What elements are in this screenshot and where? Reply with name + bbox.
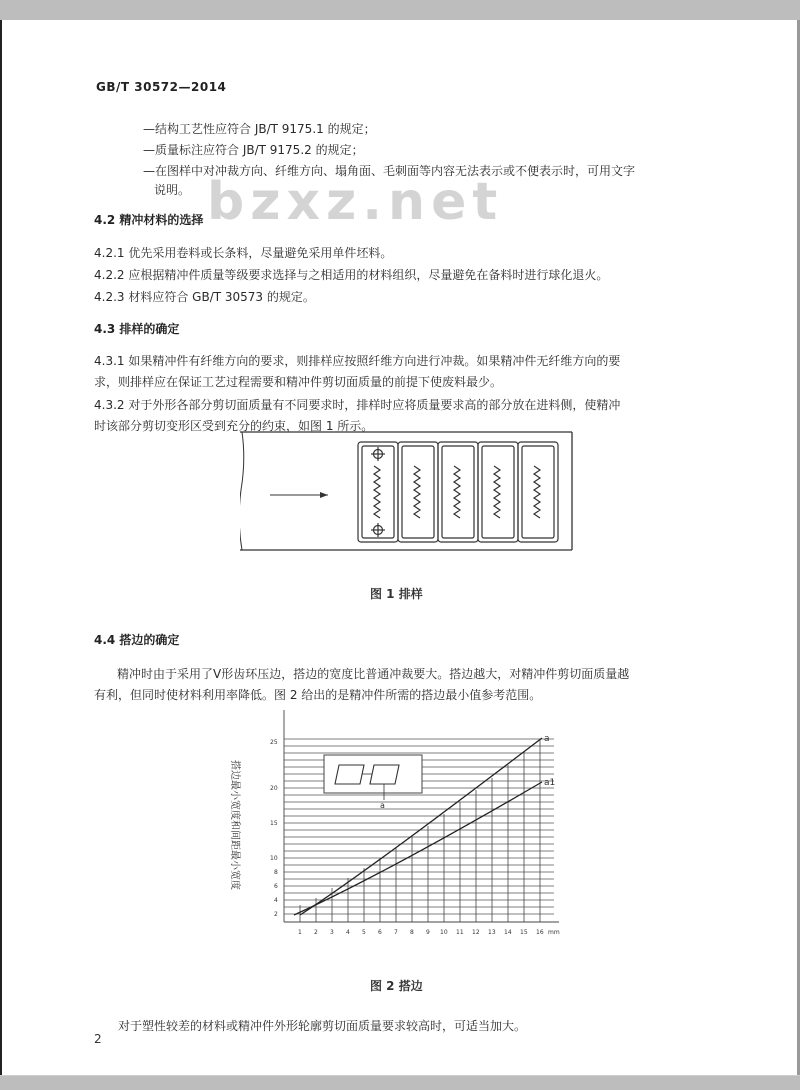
- paragraph: 求，则排样应在保证工艺过程需要和精冲件剪切面质量的前提下使废料最少。: [94, 375, 503, 389]
- x-tick-label: 10: [440, 929, 448, 936]
- x-tick-label: 4: [346, 929, 350, 936]
- figure-1-strip-layout: [240, 410, 580, 560]
- document-page: [0, 20, 800, 1075]
- x-tick-label: 9: [426, 929, 430, 936]
- x-tick-label: 14: [504, 929, 512, 936]
- paragraph: 对于塑性较差的材料或精冲件外形轮廓剪切面质量要求较高时，可适当加大。: [118, 1019, 527, 1033]
- y-tick-label: 15: [270, 820, 278, 827]
- section-heading: 4.3 排样的确定: [94, 322, 180, 336]
- viewer-bottom-bar: [0, 1076, 800, 1090]
- paragraph: 4.3.1 如果精冲件有纤维方向的要求，则排样应按照纤维方向进行冲裁。如果精冲件无纤维方向的要: [94, 354, 621, 368]
- list-item: —结构工艺性应符合 JB/T 9175.1 的规定；: [143, 122, 376, 136]
- x-tick-label: 2: [314, 929, 318, 936]
- y-tick-label: 4: [274, 897, 278, 904]
- list-item: 说明。: [154, 183, 191, 197]
- section-heading: 4.2 精冲材料的选择: [94, 213, 204, 227]
- x-tick-label: 5: [362, 929, 366, 936]
- list-item: —在图样中对冲裁方向、纤维方向、塌角面、毛刺面等内容无法表示或不便表示时，可用文字: [143, 164, 636, 178]
- figure-2-chart: [214, 700, 574, 950]
- x-tick-label: 12: [472, 929, 480, 936]
- paragraph: 精冲时由于采用了V形齿环压边，搭边的宽度比普通冲裁要大。搭边越大，对精冲件剪切面质量越: [117, 667, 630, 681]
- x-tick-label: 15: [520, 929, 528, 936]
- paragraph: 4.3.2 对于外形各部分剪切面质量有不同要求时，排样时应将质量要求高的部分放在进料侧，使精冲: [94, 398, 621, 412]
- paragraph: 4.2.3 材料应符合 GB/T 30573 的规定。: [94, 290, 315, 304]
- figure-1-caption: 图 1 排样: [370, 587, 423, 601]
- paragraph: 时该部分剪切变形区受到充分的约束，如图 1 所示。: [94, 419, 374, 433]
- y-tick-label: 8: [274, 869, 278, 876]
- y-tick-label: 20: [270, 785, 278, 792]
- curve-label: a: [544, 734, 550, 744]
- x-tick-label: 3: [330, 929, 334, 936]
- x-unit-label: mm: [548, 929, 560, 936]
- y-tick-label: 2: [274, 911, 278, 918]
- section-heading: 4.4 搭边的确定: [94, 633, 180, 647]
- x-tick-label: 11: [456, 929, 464, 936]
- x-tick-label: 16: [536, 929, 544, 936]
- paragraph: 4.2.2 应根据精冲件质量等级要求选择与之相适用的材料组织，尽量避免在备料时进行球化退火。: [94, 268, 609, 282]
- paragraph: 4.2.1 优先采用卷料或长条料，尽量避免采用单件坯料。: [94, 246, 393, 260]
- inset-label: a: [380, 801, 385, 810]
- viewer-top-bar: [0, 0, 800, 20]
- y-tick-label: 25: [270, 739, 278, 746]
- figure-2-y-label: 搭边最小宽度和间距最小宽度: [229, 760, 240, 890]
- watermark: bzxz.net: [207, 172, 504, 232]
- paragraph: 有利，但同时使材料利用率降低。图 2 给出的是精冲件所需的搭边最小值参考范围。: [94, 688, 542, 702]
- figure-2-caption: 图 2 搭边: [370, 979, 423, 993]
- list-item: —质量标注应符合 JB/T 9175.2 的规定；: [143, 143, 364, 157]
- standard-number: GB/T 30572—2014: [96, 80, 227, 94]
- y-tick-label: 10: [270, 855, 278, 862]
- x-tick-label: 7: [394, 929, 398, 936]
- y-tick-label: 6: [274, 883, 278, 890]
- x-tick-label: 6: [378, 929, 382, 936]
- x-tick-label: 8: [410, 929, 414, 936]
- x-tick-label: 1: [298, 929, 302, 936]
- curve-label: a1: [544, 778, 556, 788]
- page-number: 2: [94, 1032, 102, 1046]
- x-tick-label: 13: [488, 929, 496, 936]
